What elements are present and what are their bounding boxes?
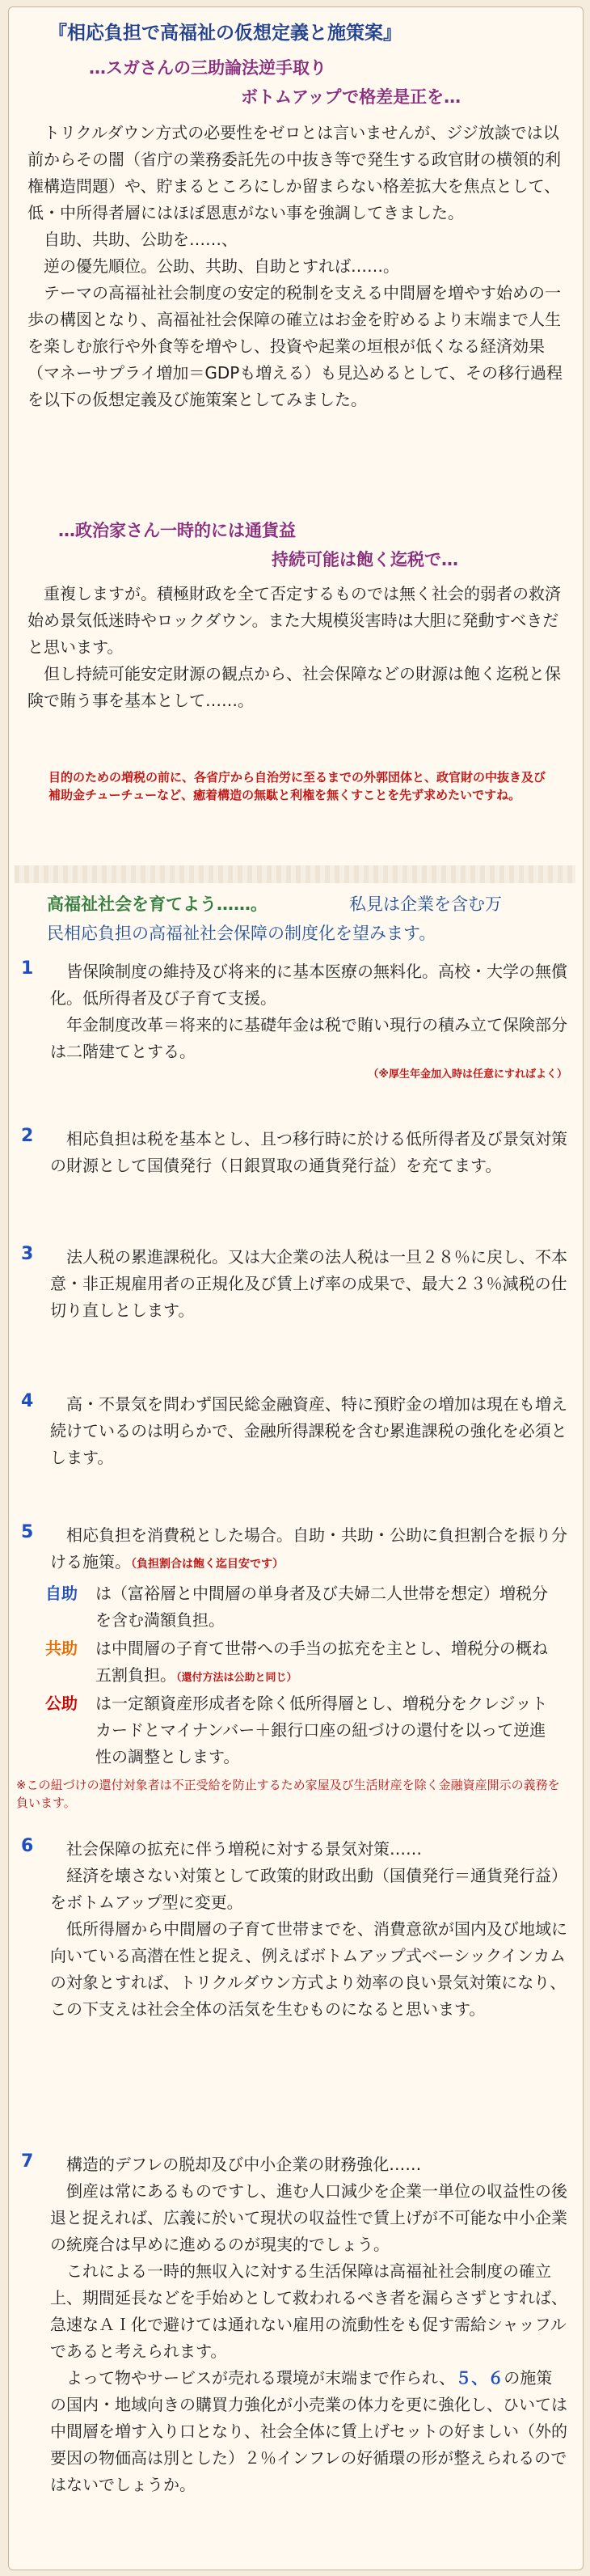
- kyojo-text: は中間層の子育て世帯への手当の拡充を主とし、増税分の概ね五割負担。: [95, 1639, 548, 1685]
- item-text: 低所得層から中間層の子育て世帯までを、消費意欲が国内及び地域に向いている高潜在性と捉え、例えばボトムアップ式ベーシックインカムの対象とすれば、トリクルダウン方式より効率の良い景気対策になり、この下支えは社会全体の活気を生むものになると思います。: [50, 1919, 567, 2019]
- item-text: 社会保障の拡充に伴う増税に対する景気対策……: [66, 1839, 422, 1859]
- kyojo-label: 共助: [45, 1639, 78, 1658]
- kojo-text: は一定額資産形成者を除く低所得層とし、増税分をクレジットカードとマイナンバー＋銀行口座の紐づけの還付を以って逆進性の調整とします。: [95, 1694, 548, 1766]
- subtitle-4: 持続可能は飽く迄税で…: [272, 550, 458, 569]
- item-number: 3: [21, 1244, 34, 1264]
- section-lead-cont: 民相応負担の高福祉社会保障の制度化を望みます。: [47, 924, 436, 943]
- item-text: 年金制度改革＝将来的に基礎年金は税で賄い現行の積み立て保険部分は二階建てとする。: [50, 1015, 567, 1061]
- page-title: 『相応負担で高福祉の仮想定義と施策案』: [48, 23, 402, 44]
- subtitle-2: ボトムアップで格差是正を…: [241, 87, 461, 107]
- kojo-row: [45, 1690, 551, 1770]
- item-number: 2: [21, 1126, 34, 1146]
- item-text: 法人税の累進課税化。又は大企業の法人税は一旦２８％に戻し、不本意・非正規雇用者の正規化及び賃上げ率の成果で、最大２３％減税の仕切り直しとします。: [50, 1247, 567, 1320]
- jijo-label: 自助: [45, 1584, 78, 1603]
- item-text: 高・不景気を問わず国民総金融資産、特に預貯金の増加は現在も増え続けているのは明らかで、金融所得課税を含む累進課税の強化を必須とします。: [50, 1394, 567, 1467]
- item-text: 相応負担は税を基本とし、且つ移行時に於ける低所得者及び景気対策の財源として国債発行（日銀買取の通貨発行益）を充てます。: [50, 1129, 567, 1175]
- kyojo-note: （還付方法は公助と同じ）: [176, 1672, 297, 1684]
- item-text: 倒産は常にあるものですし、進む人口減少を企業一単位の収益性の後退と捉えれば、広義に於いて現状の収益性で賃上げが不可能な中小企業の統廃合は早めに進めるのが現実的でしょう。: [50, 2181, 567, 2254]
- item-number: 4: [21, 1391, 34, 1411]
- jijo-row: [45, 1580, 551, 1634]
- kojo-label: 公助: [45, 1694, 78, 1713]
- intro-paragraph: トリクルダウン方式の必要性をゼロとは言いませんが、ジジ放談では以前からその闇（省庁の業務委託先の中抜き等で発生する政官財の横領的利権構造問題）や、貯まるところにしか留まらない格差拡大を焦点として、低・中所得者層にはほぼ恩恵がない事を強調してきました。: [27, 123, 561, 222]
- item-body: [50, 2151, 567, 2498]
- intro-block: [27, 120, 563, 413]
- item-text: の施策の国内・地域向きの購買力強化が小売業の体力を更に強化し、ひいては中間層を増す入り口となり、社会全体に賃上げセットの好ましい（外的要因の物価高は別とした）２％インフレの好循環の形が整えられるのではないでしょうか。: [50, 2368, 567, 2494]
- red-note: 目的のための増税の前に、各省庁から自治労に至るまでの外郭団体と、政官財の中抜き及び補助金チューチューなど、癒着構造の無駄と利権を無くすことを先ず求めたいですね。: [48, 770, 546, 802]
- section-lead: 私見は企業を含む万: [349, 895, 502, 914]
- section-heading: 高福祉社会を育てよう……。: [47, 895, 268, 914]
- divider: [15, 865, 575, 883]
- item-number: 6: [21, 1836, 34, 1856]
- item-body: [50, 1244, 567, 1324]
- item-text: よって物やサービスが売れる環境が末端まで作られ、: [66, 2368, 456, 2388]
- item-number: 1: [21, 958, 34, 979]
- kyojo-row: [45, 1635, 551, 1691]
- item-number: 7: [21, 2151, 34, 2172]
- intro-paragraph: 逆の優先順位。公助、共助、自助とすれば……。: [44, 256, 399, 276]
- subtitle-3: …政治家さん一時的には通貨益: [58, 521, 296, 540]
- item-text: これによる一時的無収入に対する生活保障は高福祉社会制度の確立上、期間延長などを手始めとして救われるべき者を漏らさずとすれば、急速なＡＩ化で避けては通れない雇用の流動性をも促す需給シャッフルであると考えられます。: [50, 2261, 567, 2361]
- item-text: 構造的デフレの脱却及び中小企業の財務強化……: [66, 2155, 422, 2174]
- item-number: 5: [21, 1522, 34, 1542]
- item-text: 皆保険制度の維持及び将来的に基本医療の無料化。高校・大学の無償化。低所得者及び子育て支援。: [50, 962, 567, 1008]
- item-footnote: ※この紐づけの還付対象者は不正受給を防止するため家屋及び生活財産を除く金融資産開示の義務を負います。: [16, 1778, 560, 1810]
- item-body: [50, 1522, 567, 1578]
- item-body: [50, 1126, 567, 1179]
- item-body: [50, 1836, 567, 2023]
- item-note: （負担割合は飽く迄目安です）: [131, 1558, 284, 1571]
- intro-paragraph: テーマの高福祉社会制度の安定的税制を支える中間層を増やす始めの一歩の構図となり、高福祉社会保障の確立はお金を貯めるより末端まで人生を楽しむ旅行や外食等を増やし、投資や起業の垣根が低くなる経済効果（マネーサプライ増加＝GDPも増える）も見込めるとして、その移行過程を以下の仮想定義及び施策案としてみました。: [27, 283, 563, 409]
- subtitle-1: …スガさんの三助論法逆手取り: [89, 58, 327, 78]
- item-text: 相応負担を消費税とした場合。自助・共助・公助に負担割合を振り分ける施策。: [50, 1525, 567, 1571]
- intro-paragraph: 自助、共助、公助を……、: [44, 230, 238, 249]
- item-body: [50, 958, 567, 1081]
- item-body: [50, 1391, 567, 1471]
- policy-paragraph: 但し持続可能安定財源の観点から、社会保障などの財源は飽く迄税と保険で賄う事を基本として……。: [27, 664, 561, 710]
- item-note: （※厚生年金加入時は任意にすればよく）: [368, 1068, 567, 1081]
- jijo-text: は（富裕層と中間層の単身者及び夫婦二人世帯を想定）増税分を含む満額負担。: [95, 1584, 548, 1630]
- policy-paragraph: 重複しますが。積極財政を全て否定するものでは無く社会的弱者の救済始め景気低迷時やロックダウン。また大規模災害時は大胆に発動すべきだと思います。: [27, 584, 561, 657]
- policy-block: [27, 581, 563, 714]
- item-text: 経済を壊さない対策として政策的財政出動（国債発行＝通貨発行益）をボトムアップ型に変更。: [50, 1866, 567, 1912]
- item-ref: ５、６: [455, 2368, 504, 2388]
